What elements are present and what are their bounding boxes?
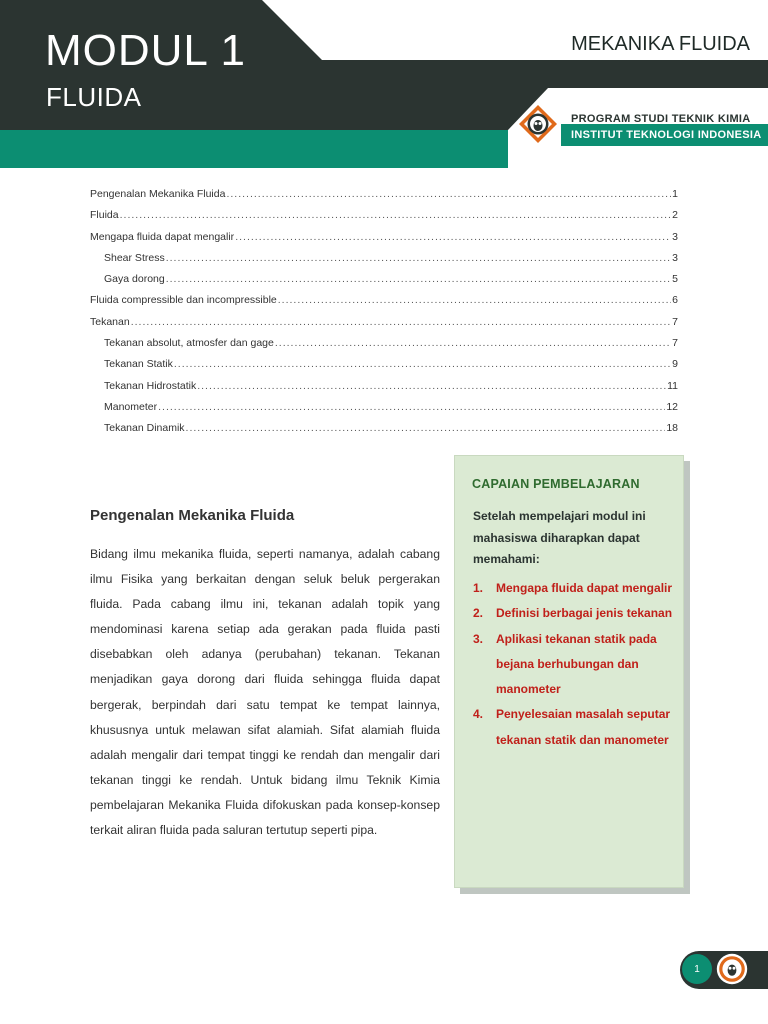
toc-entry-label: Manometer [104,400,158,413]
section-body: Bidang ilmu mekanika fluida, seperti namanya, adalah cabang ilmu Fisika yang berkaitan dengan seluk beluk pergerakan fluida. Pada cabang ilmu ini, tekanan adalah topik yang mendominasi karena setiap ada gerakan pada fluida pasti disebabkan oleh adanya (perubahan) tekanan. Tekanan menjadikan gaya dorong dari fluida sehingga fluida dapat bergerak, berpindah dari satu tempat ke tempat lainnya, khususnya untuk melawan sifat alamiah. Sifat alamiah fluida adalah mengalir dari tempat tinggi ke rendah dan mengalir dari tekanan tinggi ke rendah. Untuk bidang ilmu Teknik Kimia pembelajaran Mekanika Fluida difokuskan pada konsep-konsep terkait aliran fluida pada saluran tertutup seperti pipa. [90,547,440,838]
outcomes-intro: Setelah mempelajari modul ini mahasiswa diharapkan dapat memahami: [473,509,646,566]
toc-entry-page: 11 [667,379,678,392]
toc-entry[interactable] [90,273,678,294]
toc-entry-page: 7 [672,315,678,328]
section-heading: Pengenalan Mekanika Fluida [90,507,295,524]
outcome-text: Penyelesaian masalah seputar tekanan statik dan manometer [496,707,671,747]
toc-entry[interactable] [90,380,678,401]
toc-entry-page: 2 [672,209,678,222]
course-title: MEKANIKA FLUIDA [571,33,750,55]
toc-entry[interactable] [90,252,678,273]
toc-entry-page: 3 [672,251,678,264]
outcome-number: 3. [473,631,484,646]
toc-entry-label: Tekanan Dinamik [104,422,185,435]
outcome-item [473,627,678,703]
toc-leader-dots [131,316,671,328]
toc-leader-dots [174,358,671,370]
toc-entry[interactable] [90,316,678,337]
toc-entry-page: 1 [672,188,678,200]
outcomes-title: CAPAIAN PEMBELAJARAN [472,477,640,491]
module-subtitle: FLUIDA [46,82,142,112]
outcome-item [473,702,678,753]
outcome-text: Definisi berbagai jenis tekanan [496,606,673,621]
page-number: 1 [682,954,712,984]
toc-entry-label: Tekanan [90,315,130,328]
toc-entry-page: 7 [672,337,678,350]
toc-entry-page: 18 [666,422,678,435]
toc-leader-dots [166,273,671,285]
toc-leader-dots [275,337,671,349]
toc-entry-label: Fluida compressible dan incompressible [90,294,277,307]
outcome-text: Mengapa fluida dapat mengalir [496,581,673,595]
toc-entry-label: Tekanan absolut, atmosfer dan gage [104,337,274,350]
toc-entry[interactable] [90,401,678,422]
outcome-item [473,601,678,626]
outcome-number: 4. [473,707,484,722]
table-of-contents [90,188,678,444]
itb-owl-logo-icon [716,953,748,985]
toc-entry[interactable] [90,358,678,379]
toc-entry-label: Tekanan Statik [104,358,173,371]
outcome-number: 1. [473,581,484,595]
toc-entry-label: Gaya dorong [104,273,165,286]
toc-entry-label: Mengapa fluida dapat mengalir [90,230,235,243]
outcomes-list [473,576,678,753]
toc-leader-dots [158,401,665,413]
module-title: MODUL 1 [45,26,246,75]
toc-entry-label: Fluida [90,209,119,222]
outcome-text: Aplikasi tekanan statik pada bejana berhubungan dan manometer [496,631,657,697]
toc-leader-dots [226,188,671,200]
outcome-item [473,576,678,601]
institute-name: INSTITUT TEKNOLOGI INDONESIA [571,129,762,141]
toc-entry[interactable] [90,294,678,315]
toc-entry-label: Tekanan Hidrostatik [104,379,197,392]
toc-leader-dots [278,294,671,306]
toc-entry-page: 9 [672,358,678,371]
toc-entry[interactable] [90,188,678,209]
toc-entry-page: 12 [666,400,678,413]
toc-leader-dots [166,252,671,264]
toc-entry-page: 5 [672,273,678,286]
program-name: PROGRAM STUDI TEKNIK KIMIA [571,113,751,125]
toc-entry[interactable] [90,422,678,443]
toc-leader-dots [120,209,672,221]
toc-leader-dots [235,231,671,243]
toc-entry-label: Pengenalan Mekanika Fluida [90,188,226,200]
toc-entry-page: 3 [672,230,678,243]
toc-entry-label: Shear Stress [104,251,165,264]
toc-leader-dots [186,422,666,434]
toc-leader-dots [197,380,666,392]
itb-owl-logo-icon [518,104,558,144]
toc-entry-page: 6 [672,294,678,307]
outcome-number: 2. [473,606,484,621]
toc-entry[interactable] [90,231,678,252]
toc-entry[interactable] [90,337,678,358]
toc-entry[interactable] [90,209,678,230]
